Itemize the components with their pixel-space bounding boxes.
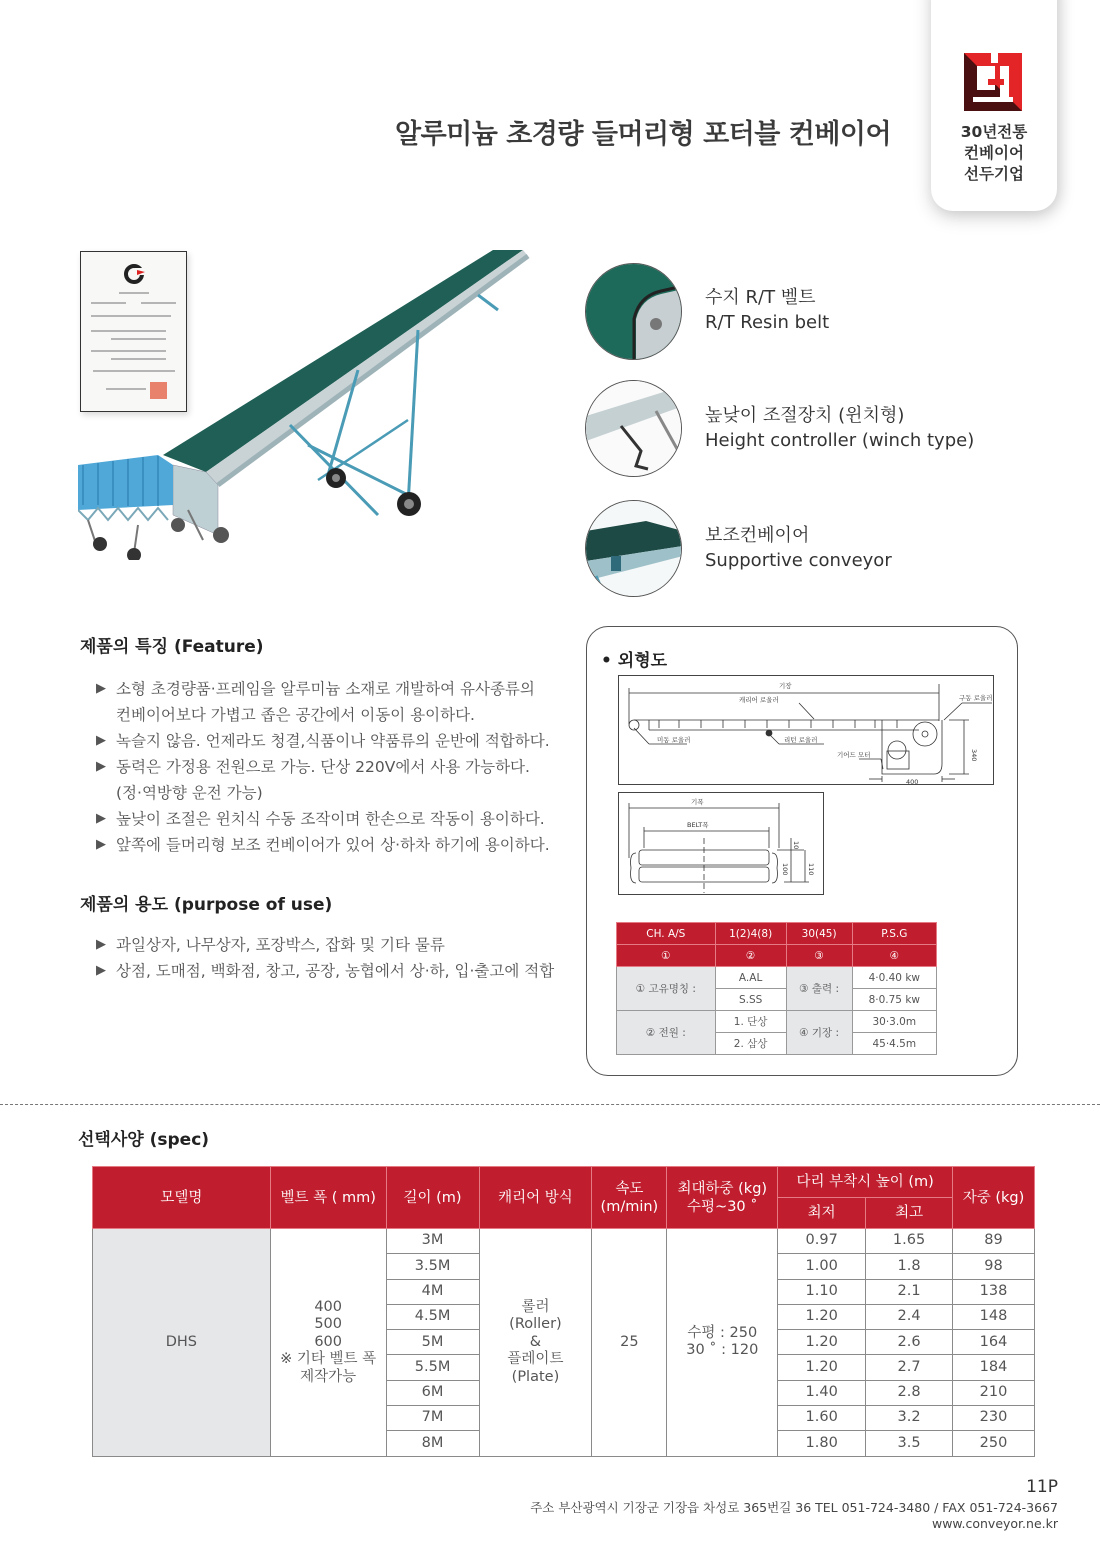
height-max-cell: 3.2 [866, 1406, 953, 1431]
model-cell: DHS [93, 1229, 271, 1457]
weight-cell: 184 [953, 1355, 1035, 1380]
table-row [617, 967, 937, 989]
header-carrier: 캐리어 방식 [479, 1167, 592, 1229]
code-value-cell: 8·0.75 kw [852, 989, 936, 1011]
code-value-cell: 30·3.0m [852, 1011, 936, 1033]
code-number-cell: ④ [852, 945, 936, 967]
code-value-cell: 4·0.40 kw [852, 967, 936, 989]
label-width-dim: 400 [906, 778, 919, 786]
belt-width-cell-line: ※ 기타 벨트 폭 [280, 1351, 377, 1368]
height-max-cell: 2.4 [866, 1304, 953, 1329]
code-table-number-row [617, 945, 937, 967]
triangle-bullet-icon: ▶ [96, 937, 106, 952]
code-header-cell: P.S.G [852, 923, 936, 945]
height-max-cell: 3.5 [866, 1431, 953, 1456]
header-belt-width: 벨트 폭 ( mm) [270, 1167, 386, 1229]
feature-text: 높낮이 조절은 윈치식 수동 조작이며 한손으로 작동이 용이하다. [116, 810, 545, 828]
height-min-cell: 1.60 [778, 1406, 866, 1431]
max-load-cell-line: 수평 : 250 [687, 1324, 758, 1341]
triangle-bullet-icon: ▶ [96, 811, 106, 826]
spec-table [92, 1166, 1035, 1457]
diagram-title-text: 외형도 [617, 651, 668, 671]
callout-ko: 보조컨베이어 [705, 525, 810, 546]
footer-website-link[interactable]: www.conveyor.ne.kr [931, 1516, 1058, 1531]
carrier-cell-line: (Plate) [511, 1368, 560, 1385]
side-view-drawing [618, 675, 994, 785]
belt-width-cell-line: 600 [314, 1333, 343, 1350]
code-label-cell: ② 전원 : [617, 1011, 716, 1055]
logo-tagline [931, 122, 1057, 185]
belt-width-cell-line: 400 [314, 1298, 343, 1315]
code-header-cell: 1(2)4(8) [715, 923, 786, 945]
belt-width-cell [270, 1229, 386, 1457]
list-item [96, 958, 554, 984]
label-dim-mid: 100 [781, 863, 789, 876]
spec-title: 선택사양 (spec) [78, 1130, 210, 1150]
feature-text: (정·역방향 운전 가능) [116, 784, 263, 802]
list-item [96, 932, 554, 958]
header-speed [592, 1167, 667, 1229]
table-row [617, 1011, 937, 1033]
label-dim-total: 110 [807, 863, 815, 876]
carrier-cell-line: 롤러 [521, 1298, 550, 1315]
weight-cell: 89 [953, 1229, 1035, 1254]
max-load-cell-line: 30 ˚ : 120 [686, 1342, 759, 1359]
label-return-roller: 리턴 로울러 [784, 736, 818, 744]
height-min-cell: 0.97 [778, 1229, 866, 1254]
triangle-bullet-icon: ▶ [96, 759, 106, 774]
height-max-cell: 2.7 [866, 1355, 953, 1380]
length-cell: 4.5M [386, 1304, 479, 1329]
model-code-table [616, 922, 937, 1055]
callout-ko: 수지 R/T 벨트 [705, 287, 816, 308]
callout-en: Supportive conveyor [705, 550, 892, 571]
certificate-image [80, 251, 187, 412]
label-overall-length: 기장 [779, 682, 792, 690]
features-list [96, 676, 550, 858]
label-dim-top: 10 [792, 841, 800, 850]
tagline-line: 선두기업 [964, 165, 1024, 183]
triangle-bullet-icon: ▶ [96, 681, 106, 696]
supportive-conveyor-closeup-icon [585, 500, 682, 597]
weight-cell: 164 [953, 1330, 1035, 1355]
feature-text: 앞쪽에 들머리형 보조 컨베이어가 있어 상·하차 하기에 용이하다. [116, 836, 550, 854]
company-logo-tab [931, 0, 1057, 211]
length-cell: 7M [386, 1406, 479, 1431]
length-cell: 3.5M [386, 1254, 479, 1279]
header-height-max: 최고 [866, 1198, 953, 1229]
company-logo-icon [964, 53, 1022, 111]
list-item [96, 806, 550, 832]
height-min-cell: 1.20 [778, 1330, 866, 1355]
weight-cell: 148 [953, 1304, 1035, 1329]
header-height-min: 최저 [778, 1198, 866, 1229]
length-cell: 8M [386, 1431, 479, 1456]
triangle-bullet-icon: ▶ [96, 733, 106, 748]
max-load-cell [667, 1229, 778, 1457]
weight-cell: 230 [953, 1406, 1035, 1431]
code-value-cell: S.SS [715, 989, 786, 1011]
header-load-line: 수평~30 ˚ [687, 1198, 758, 1215]
code-number-cell: ③ [786, 945, 852, 967]
carrier-cell-line: 플레이트 [507, 1351, 564, 1368]
cross-section-drawing [618, 792, 824, 895]
belt-width-cell-line: 제작가능 [300, 1368, 357, 1385]
header-max-load [667, 1167, 778, 1229]
header-weight: 자중 (kg) [953, 1167, 1035, 1229]
callout-ko: 높낮이 조절장치 (윈치형) [705, 405, 905, 426]
carrier-cell-line: & [529, 1333, 542, 1350]
callout-en: R/T Resin belt [705, 312, 830, 333]
diagram-title: • 외형도 [601, 651, 668, 671]
header-load-line: 최대하중 (kg) [677, 1180, 768, 1197]
speed-cell: 25 [592, 1229, 667, 1457]
height-min-cell: 1.10 [778, 1279, 866, 1304]
certificate-emblem-icon [123, 262, 147, 286]
page-number: 11P [1026, 1477, 1058, 1497]
footer-address: 주소 부산광역시 기장군 기장읍 차성로 365번길 36 TEL 051-724-3480 / FAX 051-724-3667 [530, 1500, 1058, 1515]
purpose-text: 상점, 도매점, 백화점, 창고, 공장, 농협에서 상·하, 입·출고에 적합 [116, 962, 555, 980]
header-length: 길이 (m) [386, 1167, 479, 1229]
header-speed-line: (m/min) [600, 1198, 659, 1215]
feature-text: 녹슬지 않음. 언제라도 청결,식품이나 약품류의 운반에 적합하다. [116, 732, 550, 750]
code-label-cell: ① 고유명칭 : [617, 967, 716, 1011]
length-cell: 6M [386, 1380, 479, 1405]
feature-text: 소형 초경량품·프레임을 알루미늄 소재로 개발하여 유사종류의 [116, 680, 535, 698]
weight-cell: 98 [953, 1254, 1035, 1279]
code-value-cell: 45·4.5m [852, 1033, 936, 1055]
label-carrier-roller: 캐리어 로울러 [739, 696, 779, 704]
height-max-cell: 1.8 [866, 1254, 953, 1279]
weight-cell: 138 [953, 1279, 1035, 1304]
code-value-cell: A.AL [715, 967, 786, 989]
length-cell: 5.5M [386, 1355, 479, 1380]
label-frame-width: 기폭 [691, 798, 704, 806]
table-row [93, 1229, 1035, 1254]
weight-cell: 250 [953, 1431, 1035, 1456]
code-label-cell: ③ 출력 : [786, 967, 852, 1011]
code-table-header-row [617, 923, 937, 945]
code-label-cell: ④ 기장 : [786, 1011, 852, 1055]
spec-header-row [93, 1167, 1035, 1198]
features-title: 제품의 특징 (Feature) [80, 637, 264, 657]
purpose-text: 과일상자, 나무상자, 포장박스, 잡화 및 기타 물류 [116, 936, 445, 954]
section-divider [0, 1104, 1100, 1105]
carrier-cell [479, 1229, 592, 1457]
label-height-dim: 340 [970, 749, 978, 762]
page-title: 알루미늄 초경량 들머리형 포터블 컨베이어 [395, 119, 892, 150]
certificate-seal [150, 382, 167, 399]
feature-text: 컨베이어보다 가볍고 좁은 공간에서 이동이 용이하다. [116, 706, 475, 724]
height-min-cell: 1.20 [778, 1355, 866, 1380]
code-value-cell: 2. 삼상 [715, 1033, 786, 1055]
code-number-cell: ① [617, 945, 716, 967]
height-max-cell: 2.6 [866, 1330, 953, 1355]
purpose-list [96, 932, 554, 984]
label-geared-motor: 기어드 모터 [837, 751, 871, 759]
height-min-cell: 1.80 [778, 1431, 866, 1456]
list-item [96, 832, 550, 858]
code-header-cell: CH. A/S [617, 923, 716, 945]
list-item [96, 754, 550, 806]
callout-en: Height controller (winch type) [705, 430, 975, 451]
height-min-cell: 1.40 [778, 1380, 866, 1405]
height-min-cell: 1.20 [778, 1304, 866, 1329]
height-max-cell: 1.65 [866, 1229, 953, 1254]
code-number-cell: ② [715, 945, 786, 967]
label-tail-roller: 미동 로울러 [657, 736, 691, 744]
feature-text: 동력은 가정용 전원으로 가능. 단상 220V에서 사용 가능하다. [116, 758, 530, 776]
label-drive-roller: 구동 로울러 [959, 694, 993, 702]
tagline-line: 30년전통 [960, 123, 1028, 141]
list-item [96, 728, 550, 754]
triangle-bullet-icon: ▶ [96, 963, 106, 978]
label-belt-width: BELT폭 [687, 821, 709, 829]
code-header-cell: 30(45) [786, 923, 852, 945]
code-value-cell: 1. 단상 [715, 1011, 786, 1033]
list-item [96, 676, 550, 728]
winch-controller-closeup-icon [585, 380, 682, 477]
belt-width-cell-line: 500 [314, 1316, 343, 1333]
header-height-group: 다리 부착시 높이 (m) [778, 1167, 953, 1198]
triangle-bullet-icon: ▶ [96, 837, 106, 852]
resin-belt-closeup-icon [585, 263, 682, 360]
length-cell: 3M [386, 1229, 479, 1254]
carrier-cell-line: (Roller) [509, 1316, 562, 1333]
height-min-cell: 1.00 [778, 1254, 866, 1279]
length-cell: 4M [386, 1279, 479, 1304]
height-max-cell: 2.8 [866, 1380, 953, 1405]
tagline-line: 컨베이어 [964, 144, 1024, 162]
weight-cell: 210 [953, 1380, 1035, 1405]
header-model: 모델명 [93, 1167, 271, 1229]
header-speed-line: 속도 [615, 1180, 644, 1197]
purpose-title: 제품의 용도 (purpose of use) [80, 895, 333, 915]
height-max-cell: 2.1 [866, 1279, 953, 1304]
length-cell: 5M [386, 1330, 479, 1355]
